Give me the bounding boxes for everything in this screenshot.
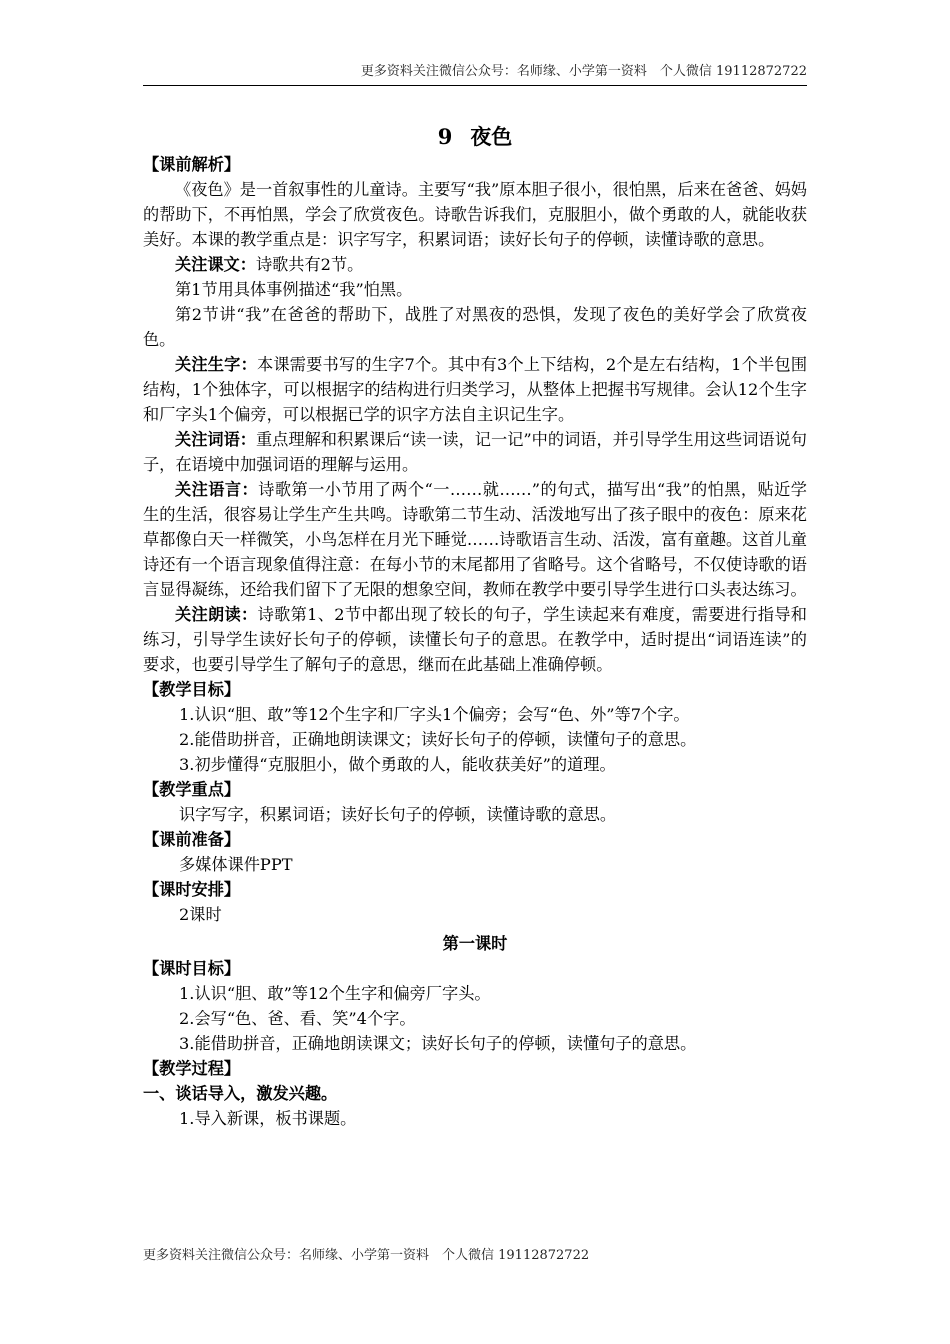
teaching-goal-item: 1.认识“胆、敢”等12个生字和厂字头1个偏旁；会写“色、外”等7个字。 xyxy=(179,705,690,724)
focus-reading-label: 关注朗读： xyxy=(175,605,258,624)
focus-text-label: 关注课文： xyxy=(175,255,256,274)
document-body xyxy=(143,122,807,1131)
process-heading: 【教学过程】 xyxy=(143,1059,241,1078)
schedule-heading: 【课时安排】 xyxy=(143,880,241,899)
focus-words-paragraph xyxy=(143,427,807,477)
text-section-1: 第1节用具体事例描述“我”怕黑。 xyxy=(175,280,413,299)
lesson1-goal-item: 3.能借助拼音，正确地朗读课文；读好长句子的停顿，读懂句子的意思。 xyxy=(179,1034,697,1053)
focus-language-label: 关注语言： xyxy=(175,480,259,499)
focus-text-paragraph xyxy=(143,252,807,277)
intro-paragraph: 《夜色》是一首叙事性的儿童诗。主要写“我”原本胆子很小，很怕黑，后来在爸爸、妈妈的帮助下，不再怕黑，学会了欣赏夜色。诗歌告诉我们，克服胆小，做个勇敢的人，就能收获美好。本课的教学重点是：识字写字，积累词语；读好长句子的停顿，读懂诗歌的意思。 xyxy=(143,180,807,249)
focus-chars-body: 本课需要书写的生字7个。其中有3个上下结构，2个是左右结构，1个半包围结构，1个独体字，可以根据字的结构进行归类学习，从整体上把握书写规律。会认12个生字和厂字头1个偏旁，可以根据已学的识字方法自主识记生字。 xyxy=(143,355,808,424)
focus-reading-paragraph xyxy=(143,602,807,677)
page-footer: 更多资料关注微信公众号：名师缘、小学第一资料 个人微信 19112872722 xyxy=(143,1248,590,1263)
focus-language-body: 诗歌第一小节用了两个“一……就……”的句式，描写出“我”的怕黑，贴近学生的生活，很容易让学生产生共鸣。诗歌第二节生动、活泼地写出了孩子眼中的夜色：原来花草都像白天一样微笑，小鸟怎样在月光下睡觉……诗歌语言生动、活泼，富有童趣。这首儿童诗还有一个语言现象值得注意：在每小节的末尾都用了省略号。这个省略号，不仅使诗歌的语言显得凝练，还给我们留下了无限的想象空间，教师在教学中要引导学生进行口头表达练习。 xyxy=(143,480,807,599)
focus-words-body: 重点理解和积累课后“读一读，记一记”中的词语，并引导学生用这些词语说句子，在语境中加强词语的理解与运用。 xyxy=(143,430,807,474)
focus-words-label: 关注词语： xyxy=(175,430,256,449)
focus-chars-label: 关注生字： xyxy=(175,355,257,374)
header-divider xyxy=(143,85,807,86)
lesson-number: 9 xyxy=(437,124,453,149)
schedule-text: 2课时 xyxy=(179,905,222,924)
focus-language-paragraph xyxy=(143,477,807,602)
lesson-title-text: 夜色 xyxy=(470,124,513,149)
lesson1-title: 第一课时 xyxy=(442,934,508,953)
lesson-title xyxy=(143,122,807,152)
teaching-goal-item: 3.初步懂得“克服胆小，做个勇敢的人，能收获美好”的道理。 xyxy=(179,755,616,774)
page-header: 更多资料关注微信公众号：名师缘、小学第一资料 个人微信 19112872722 xyxy=(360,64,807,79)
lesson1-goal-item: 2.会写“色、爸、看、笑”4个字。 xyxy=(179,1009,416,1028)
text-section-2: 第2节讲“我”在爸爸的帮助下，战胜了对黑夜的恐惧，发现了夜色的美好学会了欣赏夜色。 xyxy=(143,305,807,349)
lesson1-goals-heading: 【课时目标】 xyxy=(143,959,241,978)
teaching-goal-item: 2.能借助拼音，正确地朗读课文；读好长句子的停顿，读懂句子的意思。 xyxy=(179,730,697,749)
focus-text-body: 诗歌共有2节。 xyxy=(255,255,364,274)
focus-reading-body: 诗歌第1、2节中都出现了较长的句子，学生读起来有难度，需要进行指导和练习，引导学生读好长句子的停顿，读懂长句子的意思。在教学中，适时提出“词语连读”的要求，也要引导学生了解句子的意思，继而在此基础上准确停顿。 xyxy=(143,605,807,674)
key-points-text: 识字写字，积累词语；读好长句子的停顿，读懂诗歌的意思。 xyxy=(179,805,617,824)
teaching-goals-heading: 【教学目标】 xyxy=(143,680,241,699)
process-step-1: 一、谈话导入，激发兴趣。 xyxy=(143,1084,338,1103)
preparation-text: 多媒体课件PPT xyxy=(179,855,293,874)
pre-analysis-heading: 【课前解析】 xyxy=(143,155,241,174)
focus-chars-paragraph xyxy=(143,352,807,427)
key-points-heading: 【教学重点】 xyxy=(143,780,241,799)
preparation-heading: 【课前准备】 xyxy=(143,830,241,849)
process-step-1-item: 1.导入新课，板书课题。 xyxy=(179,1109,357,1128)
lesson1-goal-item: 1.认识“胆、敢”等12个生字和偏旁厂字头。 xyxy=(179,984,491,1003)
